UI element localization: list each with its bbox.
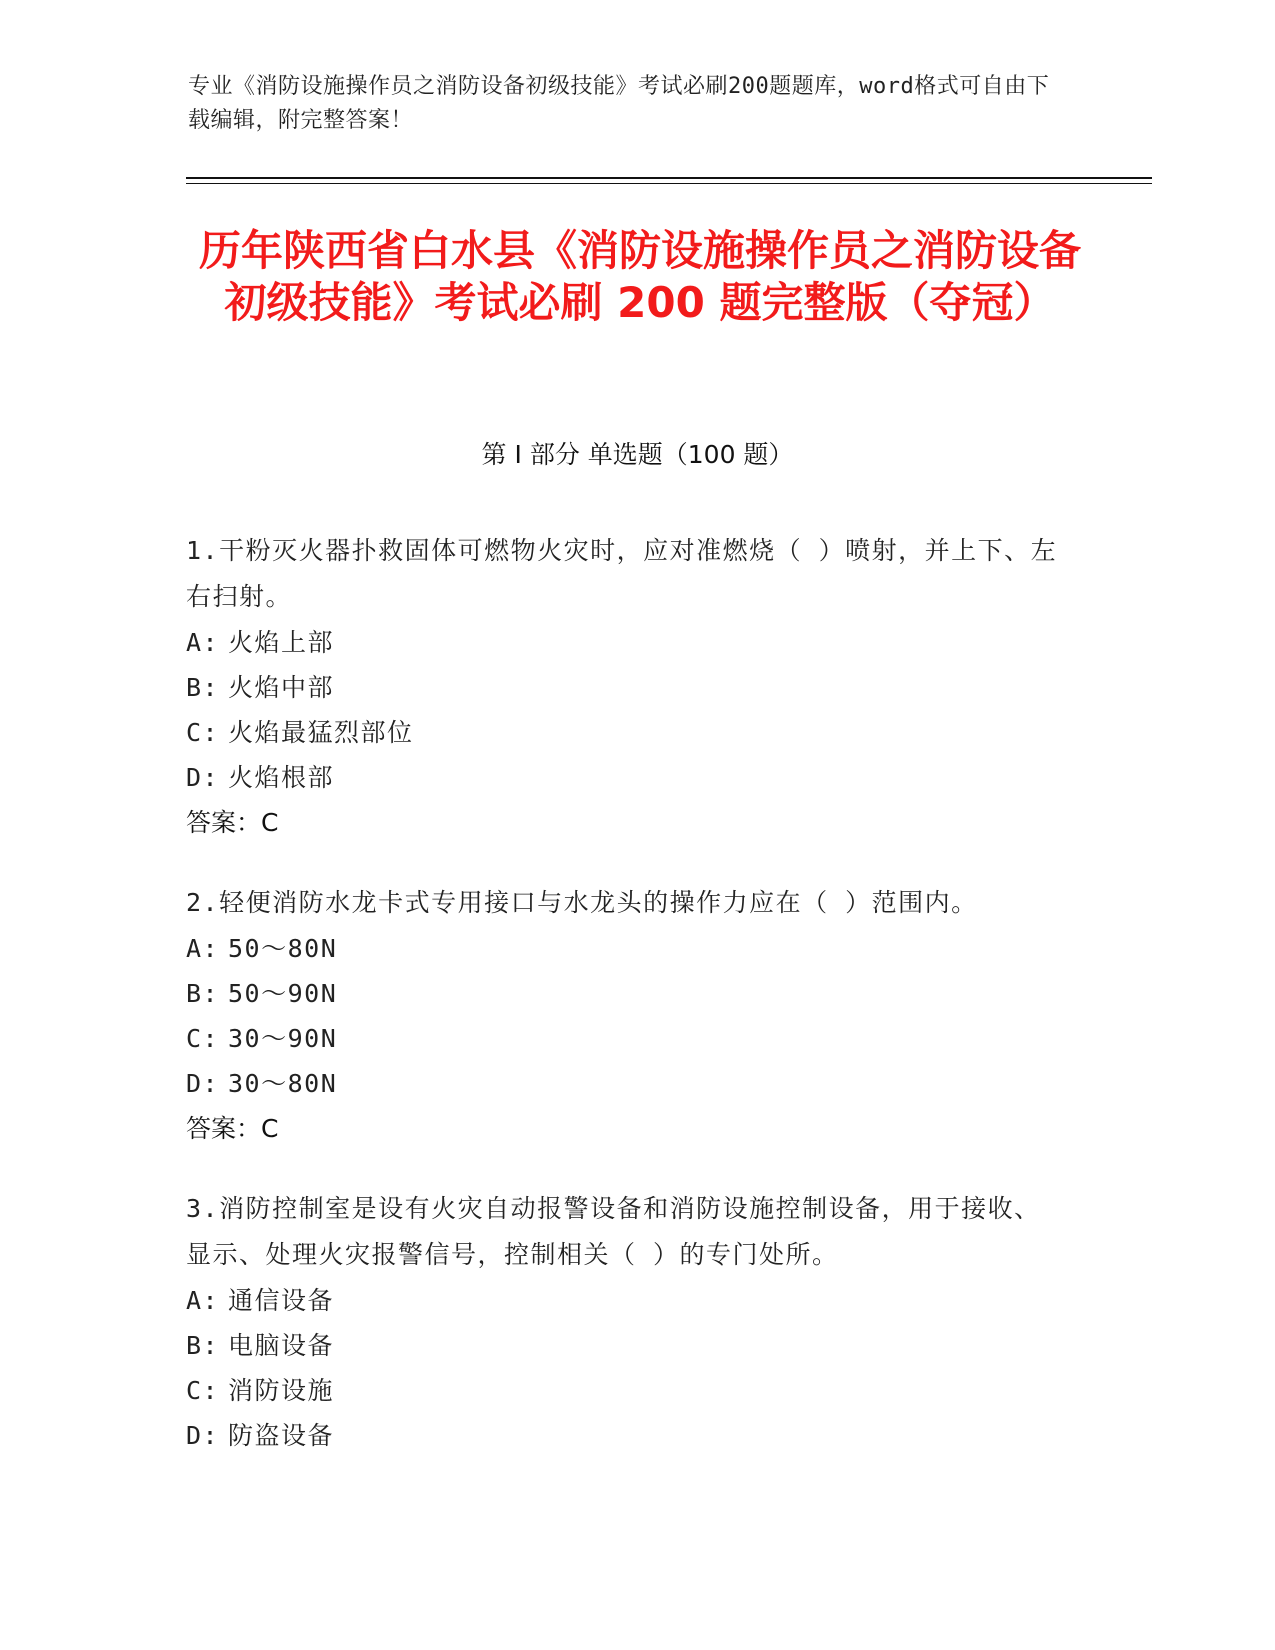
option-letter: A: [186, 934, 220, 963]
option-b [186, 971, 1066, 1016]
option-text: 消防设施 [228, 1376, 335, 1405]
question-item [186, 880, 1066, 1152]
option-text: 火焰最猛烈部位 [228, 718, 414, 747]
question-item [186, 528, 1066, 846]
option-text: 50～90N [228, 979, 338, 1008]
option-letter: D: [186, 1421, 220, 1450]
option-d [186, 1061, 1066, 1106]
option-letter: D: [186, 763, 220, 792]
option-letter: C: [186, 1376, 220, 1405]
question-item [186, 1186, 1066, 1458]
header-divider-thick [186, 177, 1152, 179]
option-a [186, 1278, 1066, 1323]
option-a [186, 926, 1066, 971]
header-divider-thin [186, 183, 1152, 184]
question-text: 2.轻便消防水龙卡式专用接口与水龙头的操作力应在（ ）范围内。 [186, 888, 978, 917]
option-c [186, 1368, 1066, 1413]
option-text: 电脑设备 [228, 1331, 335, 1360]
question-list [186, 528, 1066, 1492]
answer-text: 答案：C [186, 1114, 279, 1143]
option-letter: B: [186, 673, 220, 702]
option-letter: D: [186, 1069, 220, 1098]
option-text: 防盗设备 [228, 1421, 335, 1450]
option-letter: B: [186, 1331, 220, 1360]
option-b [186, 665, 1066, 710]
question-text: 3.消防控制室是设有火灾自动报警设备和消防设施控制设备，用于接收、显示、处理火灾报警信号，控制相关（ ）的专门处所。 [186, 1194, 1041, 1269]
header-note: 专业《消防设施操作员之消防设备初级技能》考试必刷200题题库，word格式可自由下载编辑，附完整答案！ [188, 74, 1050, 133]
option-c [186, 1016, 1066, 1061]
section-title: 第 I 部分 单选题（100 题） [481, 440, 794, 469]
option-b [186, 1323, 1066, 1368]
option-text: 火焰根部 [228, 763, 335, 792]
option-text: 通信设备 [228, 1286, 335, 1315]
option-c [186, 710, 1066, 755]
option-text: 火焰上部 [228, 628, 335, 657]
option-letter: C: [186, 718, 220, 747]
option-a [186, 620, 1066, 665]
option-text: 30～80N [228, 1069, 338, 1098]
answer-text: 答案：C [186, 808, 279, 837]
document-title: 历年陕西省白水县《消防设施操作员之消防设备初级技能》考试必刷 200 题完整版（夺冠） [198, 226, 1081, 327]
option-letter: A: [186, 628, 220, 657]
option-text: 火焰中部 [228, 673, 335, 702]
option-text: 30～90N [228, 1024, 338, 1053]
option-letter: B: [186, 979, 220, 1008]
option-text: 50～80N [228, 934, 338, 963]
option-d [186, 755, 1066, 800]
option-letter: C: [186, 1024, 220, 1053]
option-letter: A: [186, 1286, 220, 1315]
question-text: 1.干粉灭火器扑救固体可燃物火灾时，应对准燃烧（ ）喷射，并上下、左右扫射。 [186, 536, 1058, 611]
option-d [186, 1413, 1066, 1458]
